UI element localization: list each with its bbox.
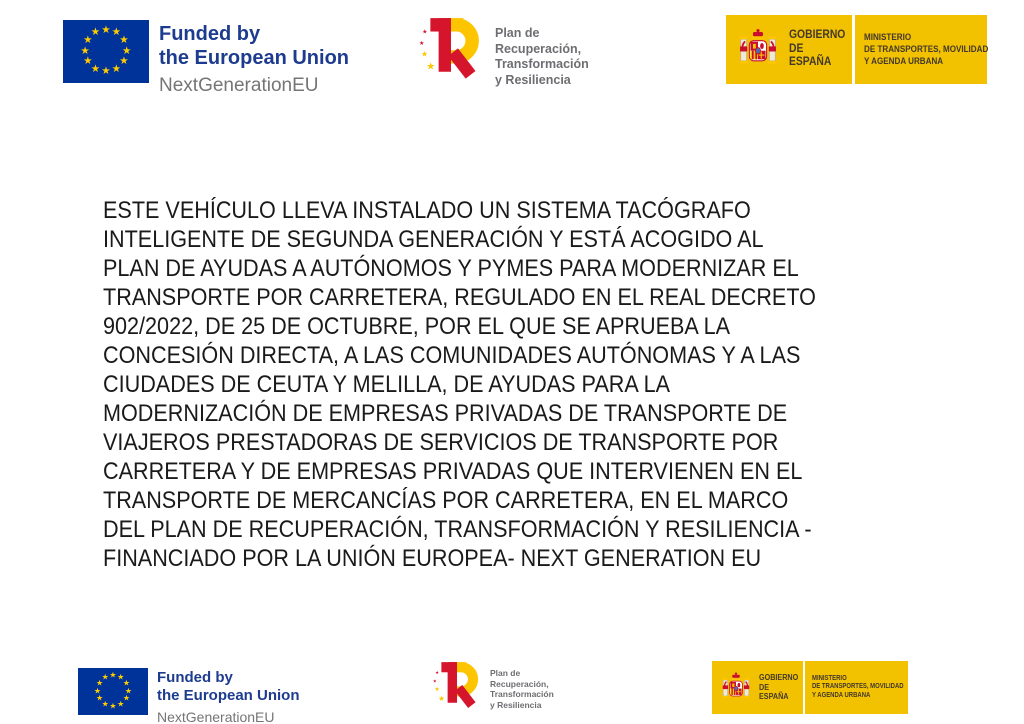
prtr-text-line: Transformación [490,689,554,699]
text-line: CARRETERA Y DE EMPRESAS PRIVADAS QUE INTERVIENEN EN EL [103,458,803,485]
prtr-logo-text [495,26,589,88]
eu-funded-line1: Funded by [159,23,261,45]
eu-star-icon: ★ [80,44,91,57]
eu-star-icon: ★ [83,34,93,47]
ministry-name-line: DE TRANSPORTES, MOVILIDAD [863,43,988,55]
logo-divider [852,15,855,84]
gobierno-name [789,29,845,70]
eu-funded-line2: the European Union [157,687,300,704]
eu-star-icon: ★ [122,678,131,688]
text-line: CONCESIÓN DIRECTA, A LAS COMUNIDADES AUTÓNOMAS Y A LAS [103,342,801,369]
eu-flag-icon [78,668,148,715]
text-line: FINANCIADO POR LA UNIÓN EUROPEA- NEXT GENERATION EU [103,545,762,572]
eu-star-icon: ★ [95,693,104,703]
text-line: MODERNIZACIÓN DE EMPRESAS PRIVADAS DE TRANSPORTE DE [103,400,788,427]
next-generation-eu-label: NextGenerationEU [159,75,319,96]
eu-star-icon: ★ [122,693,131,703]
eu-star-icon: ★ [124,686,133,696]
eu-star-icon: ★ [121,44,132,57]
gobierno-name [759,673,798,702]
gobierno-logo-top [726,15,987,84]
eu-star-icon: ★ [93,686,102,696]
prtr-text-line: y Resiliencia [495,72,571,87]
eu-logo-text [157,669,300,724]
ministry-name [864,32,988,68]
text-line: CIUDADES DE CEUTA Y MELILLA, DE AYUDAS PARA LA [103,371,670,398]
text-line: 902/2022, DE 25 DE OCTUBRE, POR EL QUE SE APRUEBA LA [103,313,731,340]
ministry-name [812,675,904,701]
next-generation-eu-label: NextGenerationEU [157,709,275,724]
text-line: TRANSPORTE POR CARRETERA, REGULADO EN EL REAL DECRETO [103,284,816,311]
eu-star-icon: ★ [117,699,125,709]
text-line: VIAJEROS PRESTADORAS DE SERVICIOS DE TRANSPORTE POR [103,429,779,456]
eu-star-icon: ★ [117,672,125,682]
prtr-text-line: Plan de [495,26,540,40]
text-line: INTELIGENTE DE SEGUNDA GENERACIÓN Y ESTÁ ACOGIDO AL [103,226,764,253]
eu-star-icon: ★ [101,23,111,36]
eu-funded-line2: the European Union [159,47,349,69]
coat-of-arms-icon [735,21,781,79]
eu-logo-text [159,22,349,97]
ministry-name-line: MINISTERIO [863,31,911,43]
eu-star-icon: ★ [90,62,101,75]
eu-star-icon: ★ [101,65,111,78]
gobierno-logo-bottom [712,661,908,714]
eu-logo-top [63,20,349,97]
eu-star-icon: ★ [119,34,129,47]
prtr-text-line: Recuperación, [495,41,582,56]
prtr-monogram-icon [431,659,483,709]
prtr-text-line: Plan de [490,668,521,678]
gobierno-name-line1: GOBIERNO [759,673,799,683]
eu-star-icon: ★ [109,670,117,680]
prtr-text-line: Transformación [495,57,589,71]
prtr-text-line: Recuperación, [490,678,549,689]
prtr-text-line: y Resiliencia [490,699,542,710]
eu-star-icon: ★ [90,26,101,39]
eu-logo-bottom [78,668,300,724]
eu-star-icon: ★ [109,701,117,711]
ministry-name-line: Y AGENDA URBANA [863,55,943,67]
eu-star-icon: ★ [101,672,109,682]
eu-star-icon: ★ [101,699,109,709]
eu-star-icon: ★ [111,62,122,75]
ministry-name-line: Y AGENDA URBANA [811,691,870,699]
eu-funded-line1: Funded by [157,669,233,686]
gobierno-name-line1: GOBIERNO [789,29,846,42]
eu-star-icon: ★ [95,678,104,688]
gobierno-name-line2: DE ESPAÑA [759,682,789,702]
text-line: DEL PLAN DE RECUPERACIÓN, TRANSFORMACIÓN Y RESILIENCIA - [103,516,812,543]
logo-divider [803,661,805,714]
prtr-logo-text [490,668,554,710]
eu-star-icon: ★ [119,55,129,68]
prtr-logo-top [416,14,589,88]
eu-star-icon: ★ [111,26,122,39]
ministry-name-line: MINISTERIO [811,674,847,682]
coat-of-arms-icon [719,666,753,710]
ministry-name-line: DE TRANSPORTES, MOVILIDAD [811,683,904,691]
prtr-monogram-icon [416,14,486,80]
gobierno-name-line2: DE ESPAÑA [789,42,832,69]
legal-notice-text [103,196,816,573]
text-line: ESTE VEHÍCULO LLEVA INSTALADO UN SISTEMA TACÓGRAFO [103,197,751,224]
text-line: TRANSPORTE DE MERCANCÍAS POR CARRETERA, EN EL MARCO [103,487,789,514]
eu-flag-icon [63,20,149,83]
prtr-logo-bottom [431,659,554,710]
text-line: PLAN DE AYUDAS A AUTÓNOMOS Y PYMES PARA MODERNIZAR EL [103,255,799,282]
eu-star-icon: ★ [83,55,93,68]
